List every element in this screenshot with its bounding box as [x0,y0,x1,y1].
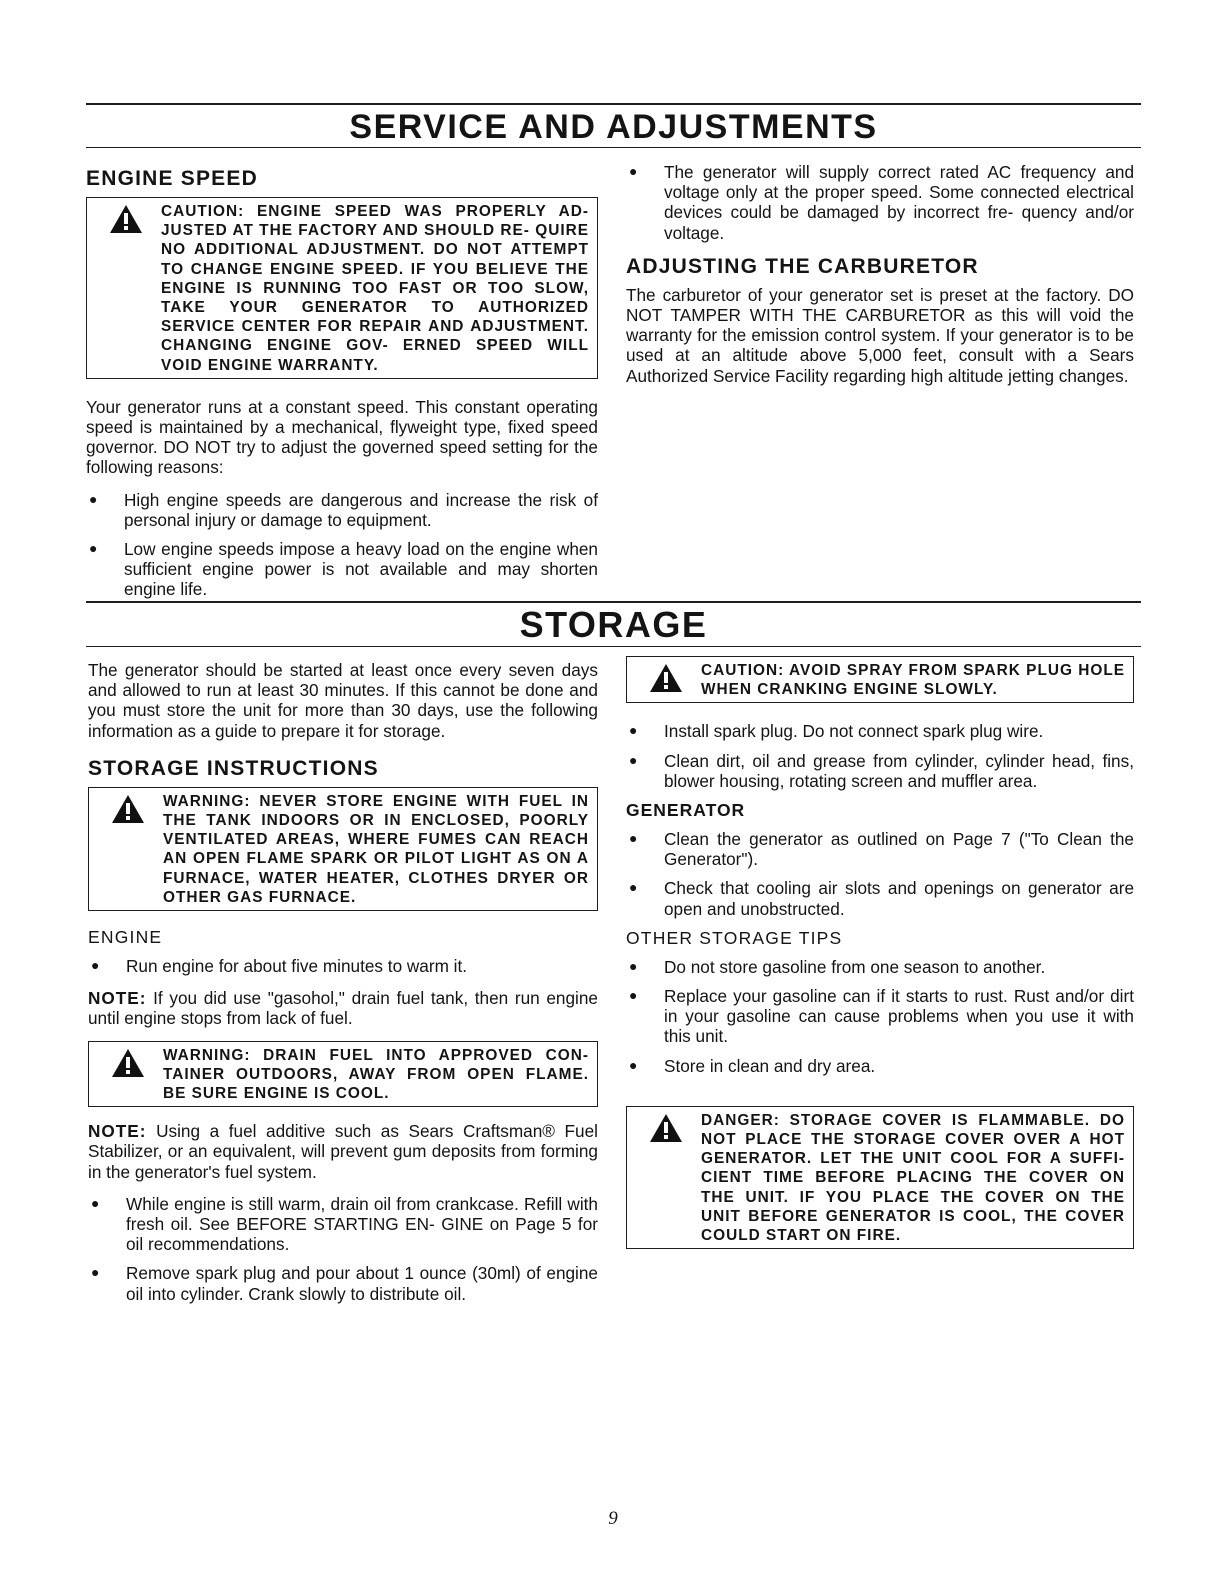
drain-warning-text: WARNING: DRAIN FUEL INTO APPROVED CON- TAINER OUTDOORS, AWAY FROM OPEN FLAME. BE SURE ENGINE IS COOL. [163,1046,589,1103]
engine-speed-caution-box [86,197,598,379]
bullet-dot-icon: ● [91,1194,100,1211]
note-label: NOTE: [88,988,147,1009]
carburetor-body: The carburetor of your generator set is preset at the factory. DO NOT TAMPER WITH THE CARBURETOR as this will void the warranty for the emission control system. If your generator is to be used at an altitude above 5,000 feet, consult with a Sears Authorized Service Facility regarding high altitude jetting changes. [626,284,1134,386]
storage-title-underline [86,646,1141,647]
list-item: ● Store in clean and dry area. [629,1055,876,1076]
drain-warning-box [88,1041,598,1108]
storage-intro: The generator should be started at least once every seven days and allowed to run at least 30 minutes. If this cannot be done and you must store the unit for more than 30 days, use the following information as a guide to prepare it for storage. [88,660,598,741]
page-number: 9 [608,1508,618,1529]
gasohol-note: NOTE: If you did use "gasohol," drain fuel tank, then run engine until engine stops from lack of fuel. [88,988,598,1029]
bullet-dot-icon: ● [89,490,98,507]
list-item: ● Install spark plug. Do not connect spark plug wire. [629,721,1044,742]
spark-plug-steps [626,721,1134,791]
warning-triangle-icon [111,794,145,824]
list-item: ● Replace your gasoline can if it starts to rust. Rust and/or dirt in your gasoline can cause problems when you use it with this unit. [629,986,1134,1047]
fuel-warning-text: WARNING: NEVER STORE ENGINE WITH FUEL IN THE TANK INDOORS OR IN ENCLOSED, POORLY VENTILATED AREAS, WHERE FUMES CAN REACH AN OPEN FLAME SPARK OR PILOT LIGHT AS ON A FURNACE, WATER HEATER, CLOTHES DRYER OR OTHER GAS FURNACE. [163,792,589,906]
storage-instructions-heading: STORAGE INSTRUCTIONS [88,756,379,780]
list-item: ● Run engine for about five minutes to warm it. [91,956,468,977]
engine-heading: ENGINE [88,927,163,948]
generator-steps [626,829,1134,919]
bullet-dot-icon: ● [629,987,638,1004]
top-rule [86,103,1141,105]
spray-caution-box [626,656,1134,703]
bullet-dot-icon: ● [629,751,638,768]
storage-left-column [88,660,598,1316]
list-item: ● Check that cooling air slots and openings on generator are open and unobstructed. [629,878,1134,919]
fuel-warning-box [88,787,598,911]
note-label: NOTE: [88,1121,147,1142]
bullet-dot-icon: ● [629,830,638,847]
carburetor-heading: ADJUSTING THE CARBURETOR [626,254,979,278]
engine-speed-heading: ENGINE SPEED [86,167,258,190]
storage-tips [626,957,1134,1076]
engine-steps [88,956,598,976]
list-item: ● High engine speeds are dangerous and increase the risk of personal injury or damage to equipment. [89,489,598,530]
cover-danger-text: DANGER: STORAGE COVER IS FLAMMABLE. DO NOT PLACE THE STORAGE COVER OVER A HOT GENERATOR. LET THE UNIT COOL FOR A SUFFI- CIENT TIME BEFORE PLACING THE COVER ON THE UNIT. IF YOU PLACE THE COVER ON THE UNIT BEFORE GENERATOR IS COOL, THE COVER COULD START ON FIRE. [701,1111,1125,1245]
list-item: ● The generator will supply correct rated AC frequency and voltage only at the proper speed. Some connected electrical devices could be damaged by incorrect fre- quency and/or voltage. [629,162,1134,243]
oil-steps [88,1194,598,1304]
service-right-column [626,162,1134,398]
bullet-dot-icon: ● [629,722,638,739]
cover-danger-box [626,1106,1134,1249]
service-left-column [86,167,598,612]
storage-top-rule [86,601,1141,603]
warning-triangle-icon [649,663,683,693]
list-item: ● Remove spark plug and pour about 1 ounce (30ml) of engine oil into cylinder. Crank slowly to distribute oil. [91,1263,598,1304]
bullet-dot-icon: ● [629,1056,638,1073]
service-title-underline [86,147,1141,148]
spray-caution-text: CAUTION: AVOID SPRAY FROM SPARK PLUG HOLE WHEN CRANKING ENGINE SLOWLY. [701,662,1125,699]
bullet-dot-icon: ● [89,540,98,557]
engine-speed-body: Your generator runs at a constant speed. This constant operating speed is maintained by a mechanical, flyweight type, fixed speed governor. DO NOT try to adjust the governed speed setting for the following reasons: [86,396,598,478]
warning-triangle-icon [111,1048,145,1078]
generator-heading: GENERATOR [626,800,746,821]
bullet-dot-icon: ● [629,163,638,179]
storage-title: STORAGE [519,604,708,645]
list-item: ● Clean dirt, oil and grease from cylinder, cylinder head, fins, blower housing, rotating screen and muffler area. [629,750,1134,791]
bullet-dot-icon: ● [629,957,638,974]
storage-tips-heading: OTHER STORAGE TIPS [626,927,843,948]
engine-speed-reasons-cont [626,162,1134,243]
bullet-dot-icon: ● [629,879,638,896]
bullet-dot-icon: ● [91,957,100,974]
storage-right-column [626,656,1134,1263]
warning-triangle-icon [649,1113,683,1143]
warning-triangle-icon [109,204,143,234]
service-title: SERVICE AND ADJUSTMENTS [349,108,878,146]
list-item: ● While engine is still warm, drain oil from crankcase. Refill with fresh oil. See BEFORE STARTING EN- GINE on Page 5 for oil recommendations. [91,1193,598,1255]
list-item: ● Clean the generator as outlined on Page 7 ("To Clean the Generator"). [629,829,1134,870]
additive-note: NOTE: Using a fuel additive such as Sears Craftsman® Fuel Stabilizer, or an equivalent, will prevent gum deposits from forming in the generator's fuel system. [88,1121,598,1182]
engine-speed-reasons [86,490,598,600]
engine-speed-caution-text: CAUTION: ENGINE SPEED WAS PROPERLY AD- JUSTED AT THE FACTORY AND SHOULD RE- QUIRE NO ADDITIONAL ADJUSTMENT. DO NOT ATTEMPT TO CHANGE ENGINE SPEED. IF YOU BELIEVE THE ENGINE IS RUNNING TOO FAST OR TOO SLOW, TAKE YOUR GENERATOR TO AUTHORIZED SERVICE CENTER FOR REPAIR AND ADJUSTMENT. CHANGING ENGINE GOV- ERNED SPEED WILL VOID ENGINE WARRANTY. [161,203,589,374]
list-item: ● Low engine speeds impose a heavy load on the engine when sufficient engine power is not available and may shorten engine life. [89,539,598,600]
bullet-dot-icon: ● [91,1264,100,1281]
list-item: ● Do not store gasoline from one season to another. [629,956,1046,977]
